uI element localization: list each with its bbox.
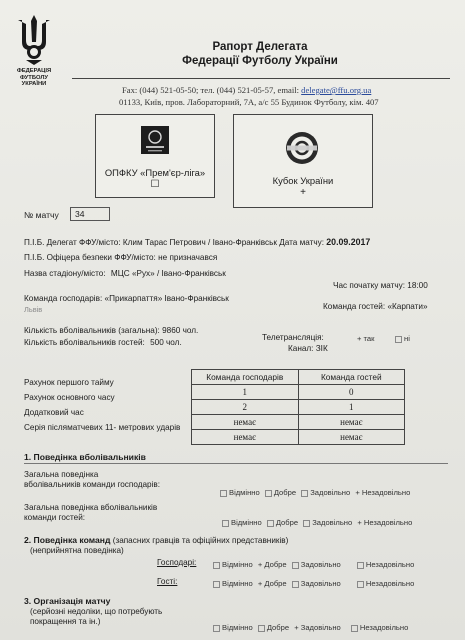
score-cell[interactable]: 2 — [192, 400, 299, 415]
logo-caption-line: УКРАЇНИ — [21, 81, 47, 88]
delegate-value: Клим Тарас Петрович / Івано-Франківськ — [122, 238, 277, 247]
kickoff-value: 18:00 — [407, 281, 428, 290]
score-cell[interactable]: немає — [192, 430, 299, 445]
delegate-row — [24, 237, 370, 247]
match-number-label: № матчу — [24, 210, 59, 220]
section-divider — [24, 463, 448, 464]
report-title — [150, 40, 370, 68]
fans-guest-value: 500 чол. — [150, 338, 182, 347]
tv-option-yes[interactable]: + так — [357, 334, 375, 343]
score-row-penalties — [192, 430, 405, 445]
security-officer-row — [24, 253, 217, 262]
score-label-full-time: Рахунок основного часу — [24, 393, 115, 402]
security-officer-label: П.І.Б. Офіцера безпеки ФФУ/місто: — [24, 253, 156, 262]
rating-option[interactable]: Добре — [273, 488, 297, 497]
score-cell[interactable]: 1 — [298, 400, 404, 415]
rating-option[interactable]: Добре — [275, 518, 299, 527]
logo-caption-line: ФЕДЕРАЦІЯ — [16, 68, 52, 74]
guest-team-row — [323, 302, 428, 311]
home-team-label: Команда господарів: — [24, 294, 103, 303]
competition-ukraine-cup-box[interactable] — [233, 114, 373, 208]
fans-guest-behaviour-label — [24, 503, 157, 523]
section-teams-subtitle: (запасних гравців та офіційних представників) — [112, 536, 289, 545]
stadium-row — [24, 269, 226, 278]
score-cell[interactable]: 1 — [192, 385, 299, 400]
teams-hosts-label: Господарі: — [157, 558, 197, 567]
section-teams-title: 2. Поведінка команд — [24, 535, 111, 545]
rating-option[interactable]: Задовільно — [300, 579, 341, 588]
match-date-label: Дата матчу: — [279, 238, 324, 247]
fans-guest-row — [24, 338, 182, 347]
section-organization-title: 3. Організація матчу — [24, 596, 111, 606]
channel-value: ЗІК — [315, 344, 328, 353]
header-divider — [72, 78, 450, 79]
fans-home-ratings — [220, 488, 410, 497]
fans-guest-label: Кількість вболівальників гостей: — [24, 338, 145, 347]
section-organization-note — [30, 607, 162, 627]
rating-option[interactable]: Відмінно — [222, 560, 253, 569]
score-label-penalties: Серія післяматчевих 11- метрових ударів — [24, 423, 181, 432]
rating-checkbox-icon[interactable] — [301, 490, 308, 497]
fans-total-label: Кількість вболівальників (загальна): — [24, 326, 160, 335]
report-title-line-2: Федерації Футболу України — [182, 55, 338, 67]
address-line: 01133, Київ, пров. Лабораторний, 7А, а/с 55 Будинок Футболу, кім. 407 — [119, 97, 379, 107]
score-cell[interactable]: немає — [298, 430, 404, 445]
channel-label: Канал: — [288, 344, 314, 353]
score-row-first-half — [192, 385, 405, 400]
teams-guests-ratings — [213, 579, 414, 588]
rating-option[interactable]: Задовільно — [310, 488, 351, 497]
premier-league-logo-icon — [140, 125, 170, 155]
kickoff-label: Час початку матчу: — [333, 281, 406, 290]
rating-option[interactable]: Незадовільно — [359, 623, 409, 632]
stadium-value: МЦС «Рух» / Івано-Франківськ — [110, 269, 226, 278]
rating-checkbox-icon[interactable] — [213, 581, 220, 588]
home-team-row — [24, 294, 229, 303]
score-header-home: Команда господарів — [192, 370, 299, 385]
section-teams-note: (неприйнятна поведінка) — [30, 546, 124, 555]
competition-ukraine-cup-checkbox[interactable]: + — [300, 187, 306, 198]
channel-row — [288, 344, 328, 353]
section-teams-title-row — [24, 535, 288, 545]
fans-guest-label-line: команди гостей: — [24, 513, 86, 522]
organization-ratings — [213, 623, 408, 632]
rating-checkbox-icon[interactable] — [357, 581, 364, 588]
rating-option-selected[interactable]: + Добре — [257, 579, 287, 588]
score-table-header-row — [192, 370, 405, 385]
security-officer-value: не призначався — [158, 253, 218, 262]
rating-checkbox-icon[interactable] — [292, 562, 299, 569]
rating-option-selected[interactable]: + Незадовільно — [355, 488, 411, 497]
fans-home-label-line: Загальна поведінка — [24, 470, 99, 479]
home-team-crossed-city: Львів — [24, 305, 43, 314]
fans-home-label — [24, 470, 160, 490]
score-cell[interactable]: немає — [298, 415, 404, 430]
score-label-first-half: Рахунок першого тайму — [24, 378, 114, 387]
rating-checkbox-icon[interactable] — [303, 520, 310, 527]
teams-guests-label: Гості: — [157, 577, 178, 586]
fans-guest-label-line: Загальна поведінка вболівальників — [24, 503, 158, 512]
rating-option[interactable]: Добре — [266, 623, 290, 632]
rating-option[interactable]: Відмінно — [231, 518, 262, 527]
contact-line — [122, 85, 371, 95]
tv-no-checkbox-icon[interactable] — [395, 336, 402, 343]
section-fans-title: 1. Поведінка вболівальників — [24, 452, 146, 462]
match-date-value: 20.09.2017 — [326, 237, 371, 247]
rating-checkbox-icon[interactable] — [265, 490, 272, 497]
contact-phones: Fax: (044) 521-05-50; тел. (044) 521-05-57, email: — [122, 85, 302, 95]
rating-checkbox-icon[interactable] — [222, 520, 229, 527]
competition-premier-league-checkbox[interactable]: ☐ — [150, 179, 160, 190]
score-label-extra-time: Додатковий час — [24, 408, 84, 417]
rating-option[interactable]: Задовільно — [312, 518, 353, 527]
score-row-full-time — [192, 400, 405, 415]
tv-option-no: ні — [404, 334, 410, 343]
organization-note-line: покращення та ін.) — [30, 617, 101, 626]
rating-checkbox-icon[interactable] — [220, 490, 227, 497]
trident-emblem-icon — [12, 12, 56, 66]
ffu-logo — [12, 12, 56, 94]
rating-option[interactable]: Відмінно — [222, 623, 253, 632]
rating-checkbox-icon[interactable] — [357, 562, 364, 569]
rating-checkbox-icon[interactable] — [351, 625, 358, 632]
delegate-label: П.І.Б. Делегат ФФУ/місто: — [24, 238, 121, 247]
score-cell[interactable]: немає — [192, 415, 299, 430]
fans-guest-ratings — [222, 518, 412, 527]
organization-note-line: (серйозні недоліки, що потребують — [30, 607, 163, 616]
rating-option-selected[interactable]: + Незадовільно — [357, 518, 413, 527]
fans-total-row — [24, 326, 198, 335]
teams-hosts-ratings — [213, 560, 414, 569]
rating-option[interactable]: Незадовільно — [365, 579, 415, 588]
guest-team-value: «Карпати» — [387, 302, 428, 311]
score-header-guest: Команда гостей — [298, 370, 404, 385]
competition-premier-league-label: ОПФКУ «Прем'єр-ліга» — [104, 167, 206, 178]
competition-ukraine-cup-label: Кубок України — [272, 175, 334, 186]
score-cell[interactable]: 0 — [298, 385, 404, 400]
score-table — [191, 369, 405, 445]
ukraine-cup-logo-icon — [285, 131, 319, 165]
contact-email-link[interactable]: delegate@ffu.org.ua — [301, 85, 372, 95]
fans-total-value: 9860 чол. — [162, 326, 199, 335]
competition-premier-league-box[interactable] — [95, 114, 215, 198]
logo-caption — [12, 68, 56, 88]
tv-option-no-row[interactable] — [395, 334, 410, 343]
logo-caption-line: ФУТБОЛУ — [19, 74, 49, 81]
stadium-label: Назва стадіону/місто: — [24, 269, 106, 278]
match-number-field[interactable]: 34 — [70, 207, 110, 221]
kickoff-row — [333, 281, 428, 290]
score-row-extra-time — [192, 415, 405, 430]
rating-option-selected[interactable]: + Добре — [257, 560, 287, 569]
tv-label: Телетрансляція: — [262, 333, 324, 342]
rating-option[interactable]: Відмінно — [229, 488, 260, 497]
report-title-line-1: Рапорт Делегата — [212, 41, 308, 53]
fans-home-label-line: вболівальників команди господарів: — [24, 480, 161, 489]
rating-checkbox-icon[interactable] — [258, 625, 265, 632]
rating-checkbox-icon[interactable] — [267, 520, 274, 527]
rating-option[interactable]: Задовільно — [300, 560, 341, 569]
rating-checkbox-icon[interactable] — [292, 581, 299, 588]
rating-checkbox-icon[interactable] — [213, 562, 220, 569]
guest-team-label: Команда гостей: — [323, 302, 386, 311]
rating-option-selected[interactable]: + Задовільно — [294, 623, 341, 632]
rating-option[interactable]: Незадовільно — [365, 560, 415, 569]
rating-checkbox-icon[interactable] — [213, 625, 220, 632]
rating-option[interactable]: Відмінно — [222, 579, 253, 588]
home-team-value: «Прикарпаття» Івано-Франківськ — [104, 294, 229, 303]
